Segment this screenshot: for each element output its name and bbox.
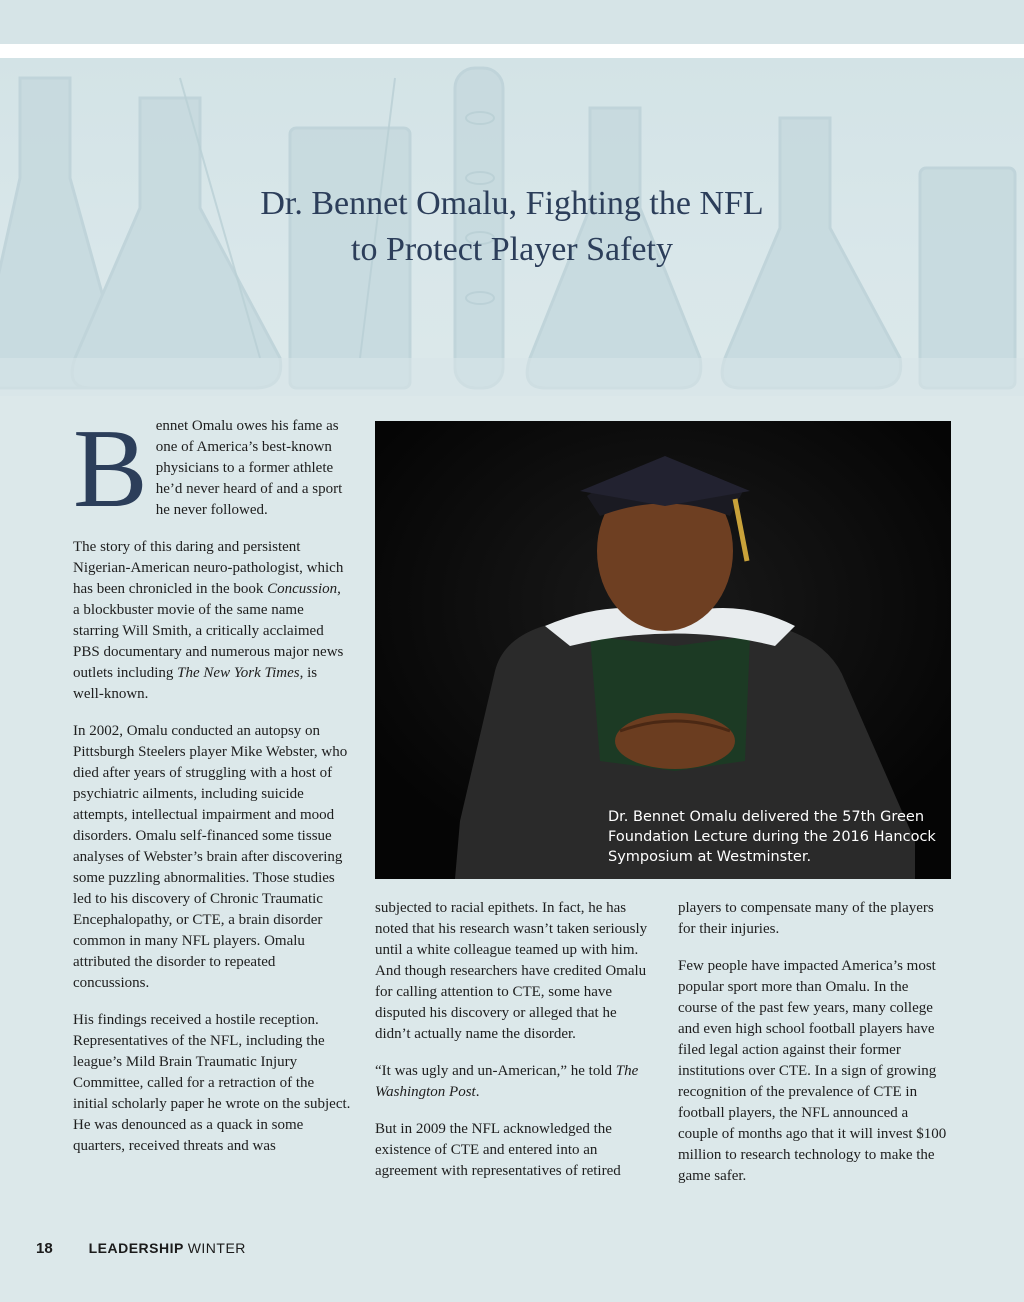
- portrait-photo: [375, 421, 951, 879]
- paragraph-reception: His findings received a hostile reception. Representatives of the NFL, including the league’s Mild Brain Traumatic Injury Committee, called for a retraction of the initial scholarly paper he wrote on the subject. He was denounced as a quack in some quarters, received threats and was: [73, 1012, 351, 1154]
- paragraph-epithets: subjected to racial epithets. In fact, he has noted that his research wasn’t taken seriously until a white colleague teamed up with him. And though researchers have credited Omalu for calling attention to CTE, some have disputed his discovery or alleged that he didn’t actually name the disorder.: [375, 900, 648, 1042]
- text-segment: , is well-known.: [73, 665, 318, 702]
- text-segment: , a blockbuster movie of the same name starring Will Smith, a critically acclaimed PBS documentary and numerous major news outlets including: [73, 581, 344, 681]
- page-footer: [36, 1240, 246, 1257]
- paragraph-impact: Few people have impacted America’s most popular sport more than Omalu. In the course of the past few years, many college and even high school football players have filed legal action against their former institutions over CTE. In a sign of growing recognition of the prevalence of CTE in football players, the NFL announced a couple of months ago that it will invest $100 million to research technology to make the game safer.: [678, 958, 947, 1184]
- paragraph-quote: [375, 1061, 650, 1103]
- intro-text: ennet Omalu owes his fame as one of America’s best-known physicians to a former athlete he’d never heard of and a sport he never followed.: [155, 418, 343, 518]
- text-segment: .: [475, 1084, 480, 1100]
- issue-season: WINTER: [187, 1240, 246, 1256]
- newspaper-title: The New York Times: [177, 665, 300, 681]
- text-segment: “It was ugly and un-American,” he told: [375, 1063, 616, 1079]
- column-3: [678, 898, 950, 1203]
- article-title: [150, 181, 874, 273]
- drop-cap: B: [73, 407, 148, 531]
- column-1: [73, 407, 351, 1173]
- column-2: [375, 898, 650, 1198]
- paragraph-compensation: players to compensate many of the players for their injuries.: [678, 900, 934, 937]
- page-number: 18: [36, 1240, 53, 1257]
- book-title: Concussion: [267, 581, 338, 597]
- top-band: [0, 0, 1024, 44]
- header-divider: [0, 44, 1024, 58]
- paragraph-acknowledgment: But in 2009 the NFL acknowledged the existence of CTE and entered into an agreement with representatives of retired: [375, 1121, 621, 1179]
- text-segment: The story of this daring and persistent Nigerian-American neuro-pathologist, which has been chronicled in the book: [73, 539, 344, 597]
- intro-paragraph: [73, 407, 351, 531]
- paragraph-autopsy: In 2002, Omalu conducted an autopsy on Pittsburgh Steelers player Mike Webster, who died after years of struggling with a host of psychiatric ailments, including suicide attempts, intellectual impairment and mood disorders. Omalu self-financed some tissue analyses of Webster’s brain after discovering some puzzling abnormalities. Those studies led to his discovery of Chronic Traumatic Encephalopathy, or CTE, a brain disorder common in many NFL players. Omalu attributed the disorder to repeated concussions.: [73, 723, 348, 991]
- photo-caption: Dr. Bennet Omalu delivered the 57th Green Foundation Lecture during the 2016 Hancock Symposium at Westminster.: [608, 809, 936, 865]
- publication-name: LEADERSHIP: [88, 1240, 184, 1256]
- title-line-2: to Protect Player Safety: [351, 231, 673, 268]
- newspaper-title: The Washington Post: [375, 1063, 639, 1100]
- title-line-1: Dr. Bennet Omalu, Fighting the NFL: [260, 185, 764, 222]
- paragraph-story: [73, 537, 351, 705]
